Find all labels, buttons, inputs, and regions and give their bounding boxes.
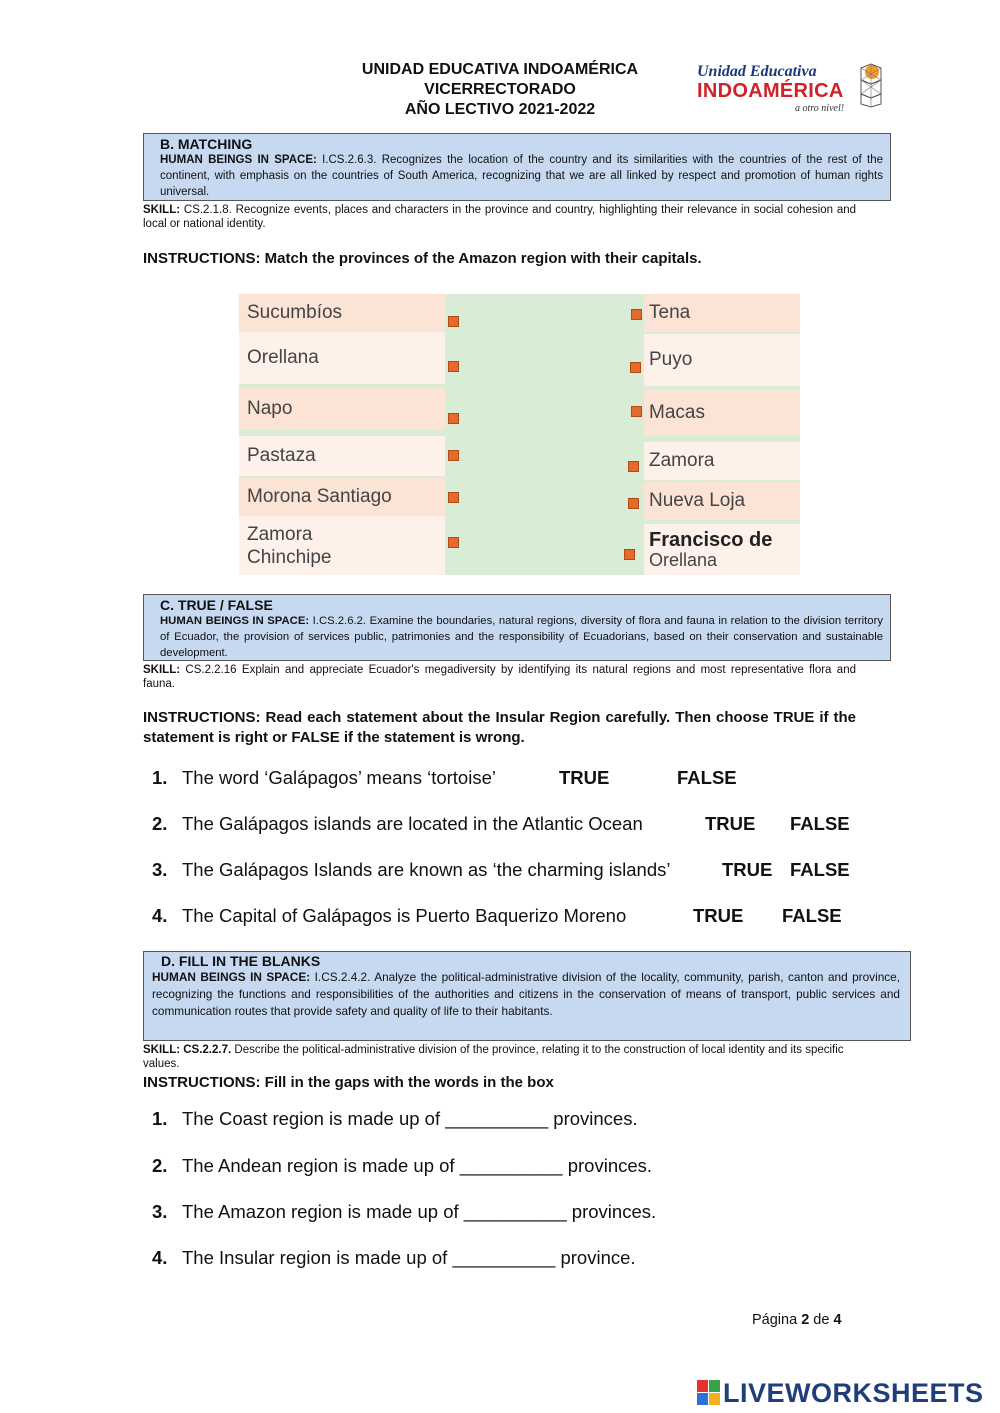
section-d-instructions: INSTRUCTIONS: Fill in the gaps with the words in the box: [143, 1074, 554, 1091]
section-d-title: D. FILL IN THE BLANKS: [161, 953, 321, 969]
department: VICERRECTORADO: [424, 81, 576, 98]
match-point-right[interactable]: [631, 309, 642, 320]
true-option[interactable]: TRUE: [693, 905, 744, 926]
capital-puyo: Puyo: [644, 334, 800, 386]
section-b-skill: [143, 203, 856, 231]
section-c-skill-text: CS.2.2.16 Explain and appreciate Ecuador's megadiversity by identifying its natural regions and most representative flora and fauna.: [143, 664, 856, 690]
province-orellana: Orellana: [239, 332, 445, 384]
false-option[interactable]: FALSE: [782, 905, 842, 926]
section-c-skill-label: SKILL:: [143, 664, 181, 676]
page-total: 4: [833, 1312, 842, 1328]
capital-zamora: Zamora: [644, 442, 800, 480]
match-point-right[interactable]: [624, 549, 635, 560]
section-d-skill: [143, 1043, 856, 1071]
section-b-skill-text: CS.2.1.8. Recognize events, places and characters in the province and country, highlighting their relevance in social cohesion and local or national identity.: [143, 204, 856, 230]
section-d-desc-text: I.CS.2.4.2. Analyze the political-administrative division of the locality, community, parish, canton and province, recognizing the functions and responsibilities of the authorities and citizens in the conservation of means of transport, public services and communication routes that provide safety and quality of life to their habitants.: [152, 970, 900, 1018]
section-c-box: [143, 594, 891, 661]
logo-line1: Unidad Educativa: [697, 63, 817, 80]
section-c-desc-text: I.CS.2.6.2. Examine the boundaries, natural regions, diversity of flora and fauna in relation to the division territory of Ecuador, the provision of services public, patrimonies and the responsibility of Ecuadorians, based on their conservation and sustainable development.: [160, 615, 883, 659]
page-prefix: Página: [752, 1312, 802, 1328]
fill-number: 4.: [152, 1247, 168, 1268]
capital-tena: Tena: [644, 294, 800, 332]
true-option[interactable]: TRUE: [559, 767, 610, 788]
tf-number: 1.: [152, 767, 168, 788]
section-c-instructions: INSTRUCTIONS: Read each statement about the Insular Region carefully. Then choose TRUE if the statement is right or FALSE if the statement is wrong.: [143, 709, 856, 746]
tf-statement-4: [152, 904, 862, 928]
section-b-instructions: INSTRUCTIONS: Match the provinces of the Amazon region with their capitals.: [143, 250, 702, 267]
fill-item-4[interactable]: [152, 1246, 636, 1270]
page-mid: de: [809, 1312, 834, 1328]
tf-text: The Galápagos islands are located in the Atlantic Ocean: [182, 813, 643, 834]
section-b-label: HUMAN BEINGS IN SPACE:: [160, 154, 317, 166]
section-c-description: [160, 613, 883, 661]
capital-fdo-line2: Orellana: [649, 549, 718, 570]
tf-number: 2.: [152, 813, 168, 834]
school-logo: [697, 60, 897, 118]
tf-text: The word ‘Galápagos’ means ‘tortoise’: [182, 767, 496, 788]
province-napo: Napo: [239, 388, 445, 430]
liveworksheets-logo-icon: [697, 1380, 721, 1406]
tf-text: The Galápagos Islands are known as ‘the charming islands’: [182, 859, 671, 880]
section-c-label: HUMAN BEINGS IN SPACE:: [160, 615, 310, 627]
logo-tagline: a otro nivel!: [795, 103, 845, 114]
section-c-title: C. TRUE / FALSE: [160, 597, 273, 613]
page-number: [752, 1312, 842, 1328]
section-b-box: [143, 133, 891, 201]
section-d-label: HUMAN BEINGS IN SPACE:: [152, 970, 311, 984]
match-point-right[interactable]: [628, 461, 639, 472]
match-point-left[interactable]: [448, 492, 459, 503]
tf-statement-2: [152, 812, 862, 836]
capital-francisco-de-orellana: [644, 524, 800, 575]
fill-item-1[interactable]: [152, 1107, 638, 1131]
matching-table: [239, 294, 800, 575]
match-point-left[interactable]: [448, 413, 459, 424]
page-current: 2: [801, 1312, 810, 1328]
fill-text: The Coast region is made up of __________ provinces.: [182, 1108, 638, 1129]
province-morona-santiago: Morona Santiago: [239, 478, 445, 516]
false-option[interactable]: FALSE: [790, 859, 850, 880]
section-b-skill-label: SKILL:: [143, 204, 181, 216]
match-point-right[interactable]: [628, 498, 639, 509]
tf-number: 3.: [152, 859, 168, 880]
fill-text: The Amazon region is made up of __________ provinces.: [182, 1201, 657, 1222]
false-option[interactable]: FALSE: [677, 767, 737, 788]
fill-item-2[interactable]: [152, 1154, 652, 1178]
logo-geometric-icon: [857, 62, 885, 108]
tf-statement-1: [152, 766, 772, 790]
school-year: AÑO LECTIVO 2021-2022: [404, 101, 596, 118]
true-option[interactable]: TRUE: [705, 813, 756, 834]
section-d-box: [143, 951, 911, 1041]
tf-statement-3: [152, 858, 862, 882]
page-header: [300, 60, 700, 120]
match-point-left[interactable]: [448, 450, 459, 461]
fill-text: The Andean region is made up of __________ provinces.: [182, 1155, 653, 1176]
tf-text: The Capital of Galápagos is Puerto Baquerizo Moreno: [182, 905, 627, 926]
section-d-skill-text: Describe the political-administrative division of the province, relating it to the construction of local identity and its specific values.: [143, 1044, 844, 1070]
logo-line2: INDOAMÉRICA: [697, 80, 844, 102]
section-d-skill-label: SKILL: CS.2.2.7.: [143, 1044, 232, 1056]
match-point-left[interactable]: [448, 361, 459, 372]
fill-number: 3.: [152, 1201, 168, 1222]
section-d-description: [152, 969, 900, 1020]
capital-macas: Macas: [644, 390, 800, 436]
fill-number: 2.: [152, 1155, 168, 1176]
section-b-description: [160, 152, 883, 200]
match-point-left[interactable]: [448, 537, 459, 548]
match-point-right[interactable]: [630, 362, 641, 373]
liveworksheets-text: LIVEWORKSHEETS: [723, 1377, 984, 1408]
liveworksheets-brand: [697, 1377, 984, 1409]
fill-number: 1.: [152, 1108, 168, 1129]
match-point-right[interactable]: [631, 406, 642, 417]
section-c-skill: [143, 663, 856, 691]
false-option[interactable]: FALSE: [790, 813, 850, 834]
province-zamora-chinchipe: Zamora Chinchipe: [239, 516, 445, 575]
tf-number: 4.: [152, 905, 168, 926]
fill-item-3[interactable]: [152, 1200, 656, 1224]
school-name: UNIDAD EDUCATIVA INDOAMÉRICA: [361, 61, 639, 78]
province-sucumbios: Sucumbíos: [239, 294, 445, 332]
match-point-left[interactable]: [448, 316, 459, 327]
section-b-title: B. MATCHING: [160, 136, 253, 152]
province-pastaza: Pastaza: [239, 436, 445, 476]
fill-text: The Insular region is made up of __________ province.: [182, 1247, 636, 1268]
true-option[interactable]: TRUE: [722, 859, 773, 880]
section-b-desc-text: I.CS.2.6.3. Recognizes the location of the country and its similarities with the countries of the rest of the continent, with emphasis on the countries of South America, recognizing that we are all linked by respect and promotion of human rights universal.: [160, 154, 883, 198]
capital-nueva-loja: Nueva Loja: [644, 482, 800, 520]
capital-fdo-line1: Francisco de: [649, 528, 773, 551]
